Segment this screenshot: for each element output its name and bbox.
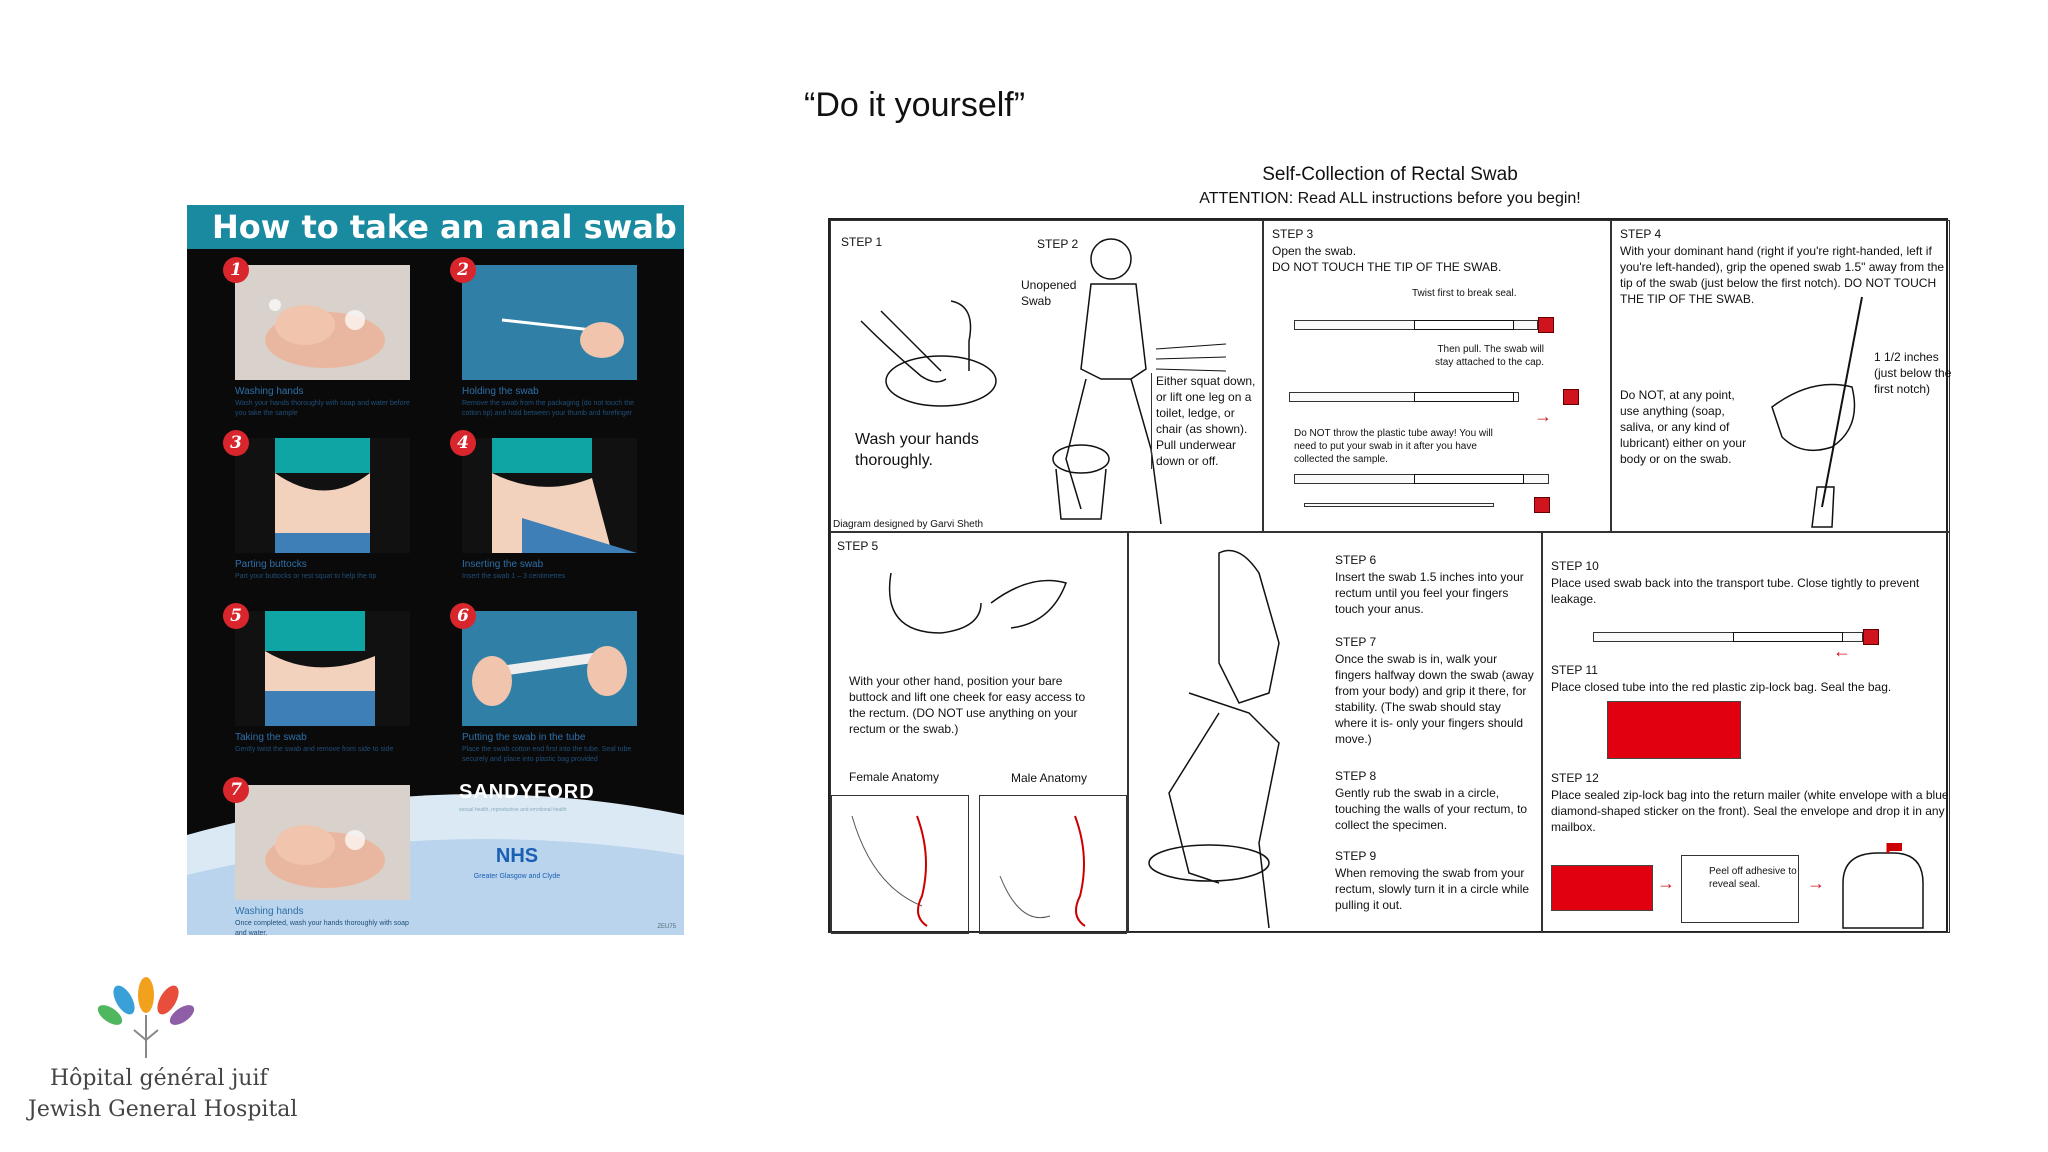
poster-step-3 (230, 433, 410, 582)
slide-title: “Do it yourself” (804, 86, 1026, 124)
step-caption: Inserting the swab (462, 559, 544, 570)
step-6-text: Insert the swab 1.5 inches into your rectum until you feel your fingers touch your anus. (1335, 570, 1524, 616)
cell-step-4 (1611, 220, 1950, 532)
cell-step-5 (830, 532, 1128, 933)
cell-steps-6-9 (1128, 532, 1542, 933)
step-badge: 4 (450, 430, 476, 456)
opened-swab-tube (1289, 389, 1579, 405)
poster-title: How to take an anal swab (187, 205, 684, 249)
step-detail: Once completed, wash your hands thoroughly with soap and water. (235, 920, 409, 937)
step-detail: Part your buttocks or rest squat to help the tip (235, 573, 377, 580)
step-8-label: STEP 8 (1335, 769, 1377, 783)
peel-note: Peel off adhesive to reveal seal. (1709, 866, 1797, 890)
swab-on-cap (1304, 497, 1554, 513)
step-detail: Remove the swab from the packaging (do not touch the cotton tip) and hold between your thumb and forefinger (462, 400, 634, 417)
step-11-label: STEP 11 (1551, 663, 1598, 677)
cell-step-3 (1263, 220, 1611, 532)
step-9-text: When removing the swab from your rectum, slowly turn it in a circle while pulling it out. (1335, 866, 1530, 912)
empty-tube (1294, 471, 1554, 487)
unopened-swab-label: Unopened Swab (1021, 278, 1077, 308)
diagram-attention: ATTENTION: Read ALL instructions before you begin! (1199, 190, 1581, 207)
step-6-label: STEP 6 (1335, 553, 1377, 567)
step-caption: Washing hands (235, 906, 304, 917)
female-anatomy-diagram (831, 795, 969, 934)
hospital-name-english: Jewish General Hospital (28, 1097, 298, 1122)
step-badge: 3 (223, 430, 249, 456)
poster-step-2 (457, 260, 637, 419)
sandyford-logo: SANDYFORD (459, 781, 595, 803)
hand-washing-sketch (851, 301, 1001, 411)
step-badge: 5 (223, 603, 249, 629)
hospital-tree-logo (96, 970, 196, 1060)
buttock-hand-sketch (881, 553, 1081, 653)
poster-step-6 (457, 606, 637, 765)
to-mailbox-arrow-icon: → (1807, 873, 1825, 893)
keep-tube-note: Do NOT throw the plastic tube away! You will need to put your swab in it after you have collected the sample. (1294, 428, 1493, 465)
washing-hands-image (230, 780, 410, 900)
step-4-warning: Do NOT, at any point, use anything (soap, saliva, or any kind of lubricant) either on your body or on the swab. (1620, 388, 1747, 466)
parting-buttocks-image (230, 433, 410, 553)
step-10-label: STEP 10 (1551, 559, 1599, 573)
step-12-label: STEP 12 (1551, 771, 1599, 785)
hospital-name-french: Hôpital général juif (50, 1066, 268, 1091)
male-anatomy-label: Male Anatomy (1011, 771, 1088, 785)
step-3-line-1: Open the swab. (1272, 244, 1357, 258)
cell-steps-10-12 (1542, 532, 1950, 933)
step-8-text: Gently rub the swab in a circle, touching the walls of your rectum, to collect the specimen. (1335, 786, 1528, 832)
rectal-swab-diagram (828, 218, 1952, 933)
sealed-bag (1551, 865, 1653, 911)
step-badge: 7 (223, 777, 249, 803)
male-anatomy-diagram (979, 795, 1127, 934)
poster-step-1 (230, 260, 410, 419)
nhs-logo: NHS (495, 845, 539, 867)
poster-step-4 (457, 433, 637, 582)
step-detail: Insert the swab 1 – 3 centimetres (462, 573, 566, 580)
anal-swab-poster (187, 205, 684, 937)
step-5-text: With your other hand, position your bare buttock and lift one cheek for easy access to the rectum. (DO NOT use anything on your rectum or the swab.) (849, 674, 1086, 736)
insert-arrow-icon: ← (1833, 641, 1851, 661)
step-3-label: STEP 3 (1272, 227, 1314, 241)
poster-step-7 (230, 780, 410, 939)
step-detail: Wash your hands thoroughly with soap and water before you take the sample (235, 400, 410, 417)
diagram-credit: Diagram designed by Garvi Sheth (833, 519, 984, 530)
red-zip-bag (1607, 701, 1741, 759)
step-4-label: STEP 4 (1620, 227, 1662, 241)
pull-arrow-icon: → (1534, 406, 1552, 426)
to-mailer-arrow-icon: → (1657, 873, 1675, 893)
step-badge: 6 (450, 603, 476, 629)
sealed-swab-tube (1294, 317, 1554, 333)
step-caption: Putting the swab in the tube (462, 732, 586, 743)
step-7-label: STEP 7 (1335, 635, 1377, 649)
step-caption: Holding the swab (462, 386, 539, 397)
nhs-subtitle: Greater Glasgow and Clyde (473, 873, 561, 880)
swab-in-tube-image (457, 606, 637, 726)
step-4-text: With your dominant hand (right if you're right-handed, left if you're left-handed), grip the opened swab 1.5" away from the tip of the swab (just below the first notch). DO NOT TOUCH THE TIP OF THE SWAB. (1620, 244, 1945, 306)
step-7-text: Once the swab is in, walk your fingers halfway down the swab (away from your body) and grip it there, for stability. (The swab should stay where it is- only your fingers should move.) (1335, 652, 1534, 746)
pull-note: Then pull. The swab will stay attached to the cap. (1435, 344, 1544, 368)
step-caption: Taking the swab (235, 732, 307, 743)
step-detail: Gently twist the swab and remove from side to side (235, 746, 394, 753)
step-2-label: STEP 2 (1037, 237, 1079, 251)
step-badge: 1 (223, 257, 249, 283)
step-badge: 2 (450, 257, 476, 283)
female-anatomy-label: Female Anatomy (849, 770, 940, 784)
step-11-text: Place closed tube into the red plastic zip-lock bag. Seal the bag. (1551, 680, 1892, 694)
step-1-label: STEP 1 (841, 235, 883, 249)
step-2-text: Either squat down, or lift one leg on a toilet, ledge, or chair (as shown). Pull underwear down or off. (1151, 373, 1261, 469)
step-caption: Parting buttocks (235, 559, 307, 570)
person-inserting-swab-sketch (1149, 543, 1319, 928)
step-5-label: STEP 5 (837, 539, 879, 553)
step-3-line-2: DO NOT TOUCH THE TIP OF THE SWAB. (1272, 260, 1502, 274)
poster-step-5 (230, 606, 410, 755)
holding-swab-image (457, 260, 637, 380)
inserting-swab-image (457, 433, 637, 553)
step-caption: Washing hands (235, 386, 304, 397)
mailbox-icon (1833, 843, 1933, 933)
cell-steps-1-2 (830, 220, 1263, 532)
diagram-title: Self-Collection of Rectal Swab (1262, 164, 1518, 185)
hand-gripping-swab-sketch (1752, 287, 1902, 527)
taking-swab-image (230, 606, 410, 726)
step-detail: Place the swab cotton end first into the tube. Seal tube securely and place into plastic bag provided (462, 746, 632, 763)
sandyford-tagline: sexual health, reproductive and emotional health (459, 807, 567, 813)
step-1-text: Wash your hands thoroughly. (855, 431, 979, 469)
step-12-text: Place sealed zip-lock bag into the return mailer (white envelope with a blue diamond-shaped sticker on the front). Seal the envelope and drop it in any mailbox. (1551, 788, 1949, 834)
step-10-text: Place used swab back into the transport tube. Close tightly to prevent leakage. (1551, 576, 1920, 606)
poster-code: ZEU75 (657, 924, 676, 930)
twist-note: Twist first to break seal. (1412, 288, 1517, 299)
washing-hands-image (230, 260, 410, 380)
step-9-label: STEP 9 (1335, 849, 1377, 863)
measure-note: 1 1/2 inches (just below the first notch) (1874, 350, 1952, 396)
